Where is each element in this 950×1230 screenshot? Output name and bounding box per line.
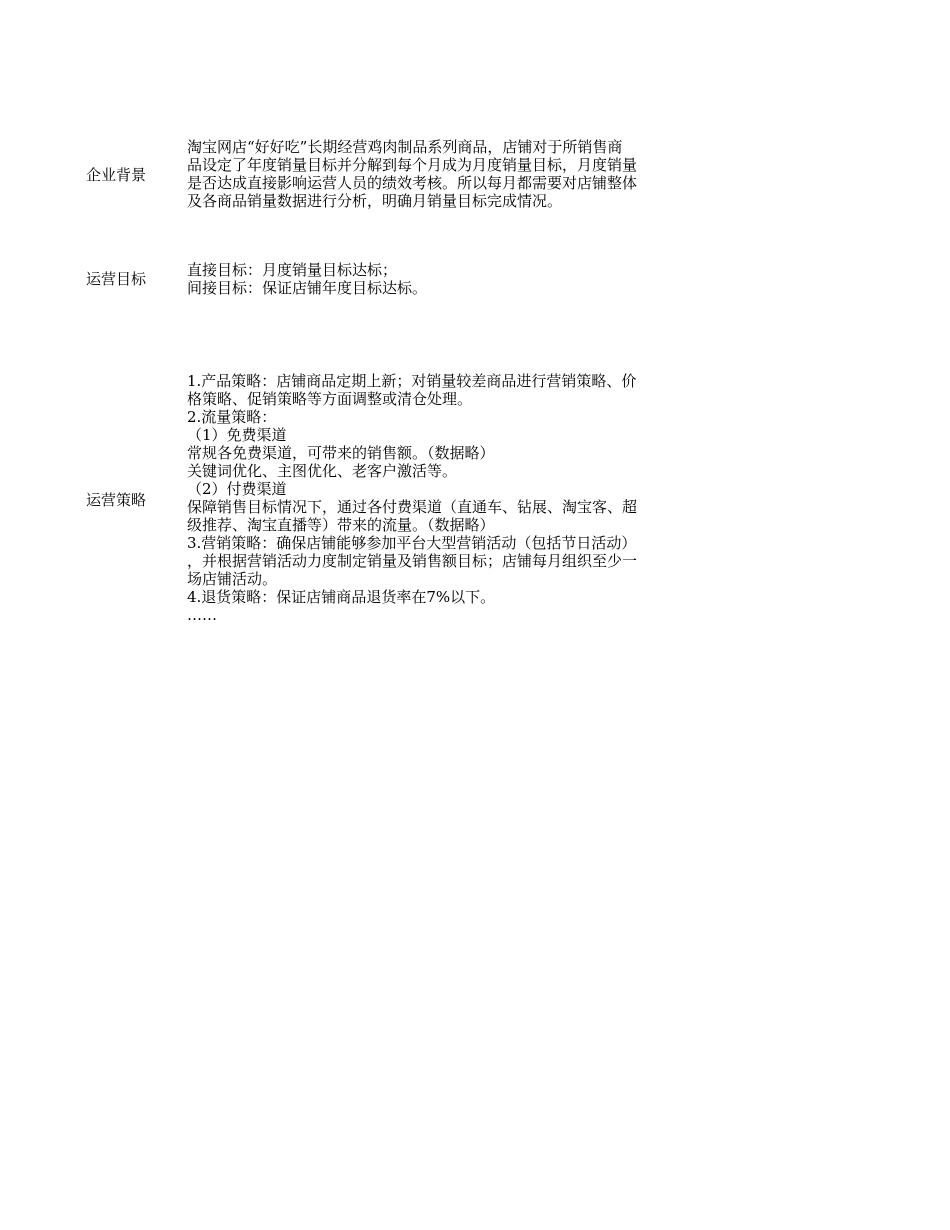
text-line: 1.产品策略：店铺商品定期上新；对销量较差商品进行营销策略、价 xyxy=(187,372,637,390)
text-line: 间接目标：保证店铺年度目标达标。 xyxy=(187,279,428,297)
section-text-background xyxy=(187,138,757,210)
text-line: 常规各免费渠道，可带来的销售额。（数据略） xyxy=(187,444,495,462)
text-line: 级推荐、淘宝直播等）带来的流量。（数据略） xyxy=(187,516,495,534)
text-line: 场店铺活动。 xyxy=(187,570,278,588)
text-line: （2）付费渠道 xyxy=(187,480,287,498)
section-text-strategy xyxy=(187,372,757,624)
section-label-strategy: 运营策略 xyxy=(86,491,147,509)
text-line: 4.退货策略：保证店铺商品退货率在7%以下。 xyxy=(187,588,496,606)
text-line: 及各商品销量数据进行分析，明确月销量目标完成情况。 xyxy=(187,192,563,210)
section-label-goals: 运营目标 xyxy=(86,270,147,288)
section-label-background: 企业背景 xyxy=(86,166,147,184)
text-line: 保障销售目标情况下，通过各付费渠道（直通车、钻展、淘宝客、超 xyxy=(187,498,638,516)
section-text-goals xyxy=(187,261,757,297)
text-line: （1）免费渠道 xyxy=(187,426,287,444)
section-operation-goals xyxy=(0,261,950,301)
text-line: 是否达成直接影响运营人员的绩效考核。所以每月都需要对店铺整体 xyxy=(187,174,638,192)
text-line: 3.营销策略：确保店铺能够参加平台大型营销活动（包括节日活动） xyxy=(187,534,637,552)
text-line: 关键词优化、主图优化、老客户激活等。 xyxy=(187,462,458,480)
text-line: 直接目标：月度销量目标达标； xyxy=(187,261,398,279)
text-line: 2.流量策略： xyxy=(187,408,277,426)
text-line: ，并根据营销活动力度制定销量及销售额目标；店铺每月组织至少一 xyxy=(187,552,638,570)
text-line: 淘宝网店“好好吃”长期经营鸡肉制品系列商品，店铺对于所销售商 xyxy=(187,138,623,156)
text-line: 格策略、促销策略等方面调整或清仓处理。 xyxy=(187,390,473,408)
section-enterprise-background xyxy=(0,138,950,213)
section-operation-strategy xyxy=(0,372,950,627)
text-line: 品设定了年度销量目标并分解到每个月成为月度销量目标，月度销量 xyxy=(187,156,638,174)
text-line: …… xyxy=(187,606,217,624)
